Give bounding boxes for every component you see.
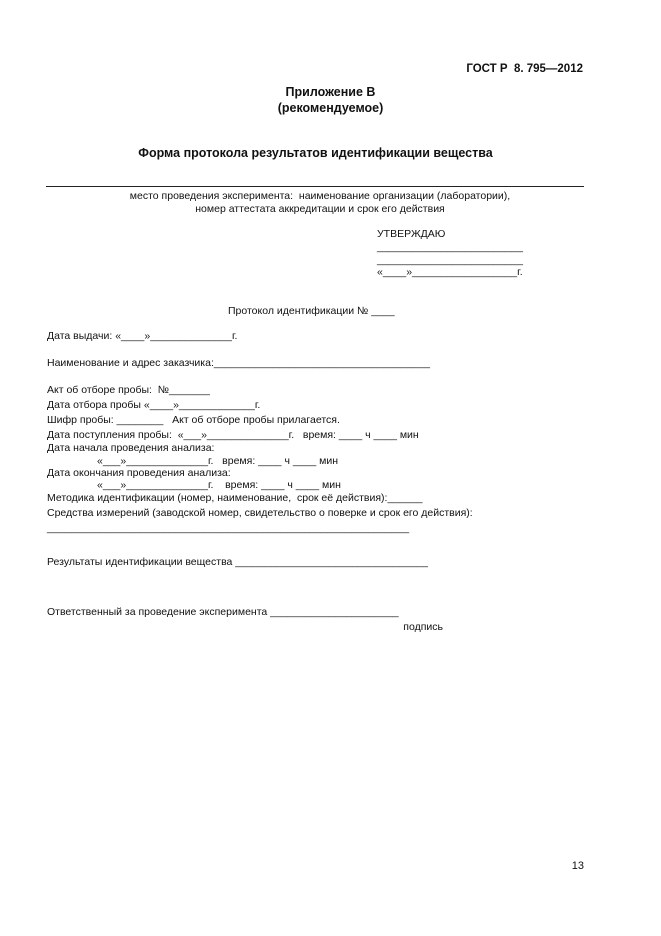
caption-line-1: место проведения эксперимента: наименование организации (лаборатории), — [129, 190, 511, 202]
approve-date: «____»__________________г. — [377, 266, 523, 278]
measuring-instruments: Средства измерений (заводской номер, свидетельство о поверке и срок его действия): — [47, 507, 473, 519]
appendix-subtitle: (рекомендуемое) — [277, 101, 384, 115]
receipt-date: Дата поступления пробы: «___»______________г. время: ____ ч ____ мин — [47, 429, 419, 441]
sampling-date: Дата отбора пробы «____»_____________г. — [47, 399, 261, 411]
standard-number: ГОСТ Р 8. 795—2012 — [466, 63, 583, 75]
analysis-end-label: Дата окончания проведения анализа: — [47, 467, 231, 479]
caption-line-2: номер аттестата аккредитации и срок его действия — [195, 203, 445, 215]
customer-name-address: Наименование и адрес заказчика:_____________________________________ — [47, 357, 430, 369]
approve-line-2: _________________________ — [377, 254, 523, 266]
analysis-start-value: «___»______________г. время: ____ ч ____ мин — [97, 455, 338, 467]
identification-method: Методика идентификации (номер, наименование, срок её действия):______ — [47, 492, 423, 504]
signature-caption: подпись — [403, 621, 443, 633]
page-number: 13 — [571, 860, 584, 872]
issue-date: Дата выдачи: «____»______________г. — [47, 330, 238, 342]
form-title: Форма протокола результатов идентификации вещества — [138, 146, 493, 160]
protocol-title: Протокол идентификации № ____ — [228, 305, 395, 317]
approve-label: УТВЕРЖДАЮ — [377, 228, 446, 240]
sampling-act: Акт об отборе пробы: №_______ — [47, 384, 210, 396]
analysis-start-label: Дата начала проведения анализа: — [47, 442, 215, 454]
identification-results: Результаты идентификации вещества _________________________________ — [47, 556, 428, 568]
measuring-instruments-line: ______________________________________________________________ — [47, 522, 410, 534]
header-divider — [46, 186, 584, 187]
approve-line-1: _________________________ — [377, 241, 523, 253]
sample-code: Шифр пробы: ________ Акт об отборе пробы прилагается. — [47, 414, 340, 426]
analysis-end-value: «___»______________г. время: ____ ч ____ мин — [97, 479, 341, 491]
appendix-title: Приложение В — [285, 85, 376, 99]
responsible-person: Ответственный за проведение эксперимента ______________________ — [47, 606, 399, 618]
